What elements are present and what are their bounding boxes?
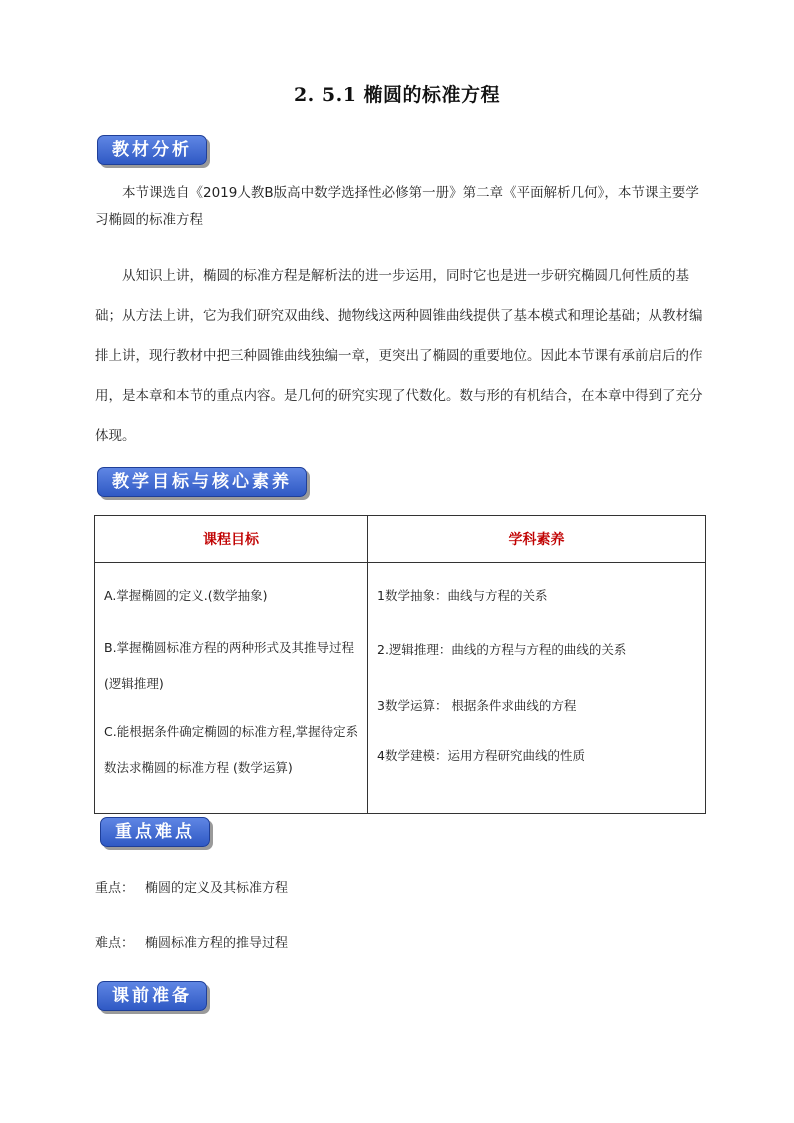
goals-header-course: 课程目标 — [95, 516, 368, 563]
literacy-item-2: 2.逻辑推理：曲线的方程与方程的曲线的关系 — [377, 642, 627, 657]
course-goal-c: C.能根据条件确定椭圆的标准方程,掌握待定系数法求椭圆的标准方程 (数学运算) — [104, 724, 359, 775]
section-badge-prep: 课前准备 — [97, 981, 207, 1011]
section-badge-analysis: 教材分析 — [97, 135, 207, 165]
goals-course-cell — [95, 563, 368, 814]
goals-header-literacy: 学科素养 — [368, 516, 706, 563]
course-goal-a: A.掌握椭圆的定义.(数学抽象) — [104, 588, 268, 603]
section-badge-key-points: 重点难点 — [100, 817, 210, 847]
literacy-item-3: 3数学运算： 根据条件求曲线的方程 — [377, 698, 577, 713]
goals-literacy-cell — [368, 563, 706, 814]
difficulty-label: 难点： — [95, 936, 135, 951]
analysis-paragraph-2: 从知识上讲，椭圆的标准方程是解析法的进一步运用，同时它也是进一步研究椭圆几何性质的基础；从方法上讲，它为我们研究双曲线、抛物线这两种圆锥曲线提供了基本模式和理论基础；从教材编排上讲，现行教材中把三种圆锥曲线独编一章，更突出了椭圆的重要地位。因此本节课有承前启后的作用，是本章和本节的重点内容。是几何的研究实现了代数化。数与形的有机结合，在本章中得到了充分体现。 — [95, 268, 703, 444]
focus-row — [95, 877, 288, 896]
course-goal-b: B.掌握椭圆标准方程的两种形式及其推导过程 (逻辑推理) — [104, 640, 355, 691]
goals-table — [94, 515, 706, 814]
difficulty-text: 椭圆标准方程的推导过程 — [145, 936, 289, 951]
literacy-item-4: 4数学建模：运用方程研究曲线的性质 — [377, 748, 585, 763]
analysis-paragraph-1: 本节课选自《2019人教B版高中数学选择性必修第一册》第二章《平面解析几何》，本节课主要学习椭圆的标准方程 — [95, 185, 699, 228]
literacy-item-1: 1数学抽象：曲线与方程的关系 — [377, 588, 548, 603]
page-title: 2. 5.1 椭圆的标准方程 — [293, 84, 501, 106]
focus-text: 椭圆的定义及其标准方程 — [145, 881, 289, 896]
section-badge-goals: 教学目标与核心素养 — [97, 467, 307, 497]
focus-label: 重点： — [95, 881, 135, 896]
difficulty-row — [95, 932, 288, 951]
